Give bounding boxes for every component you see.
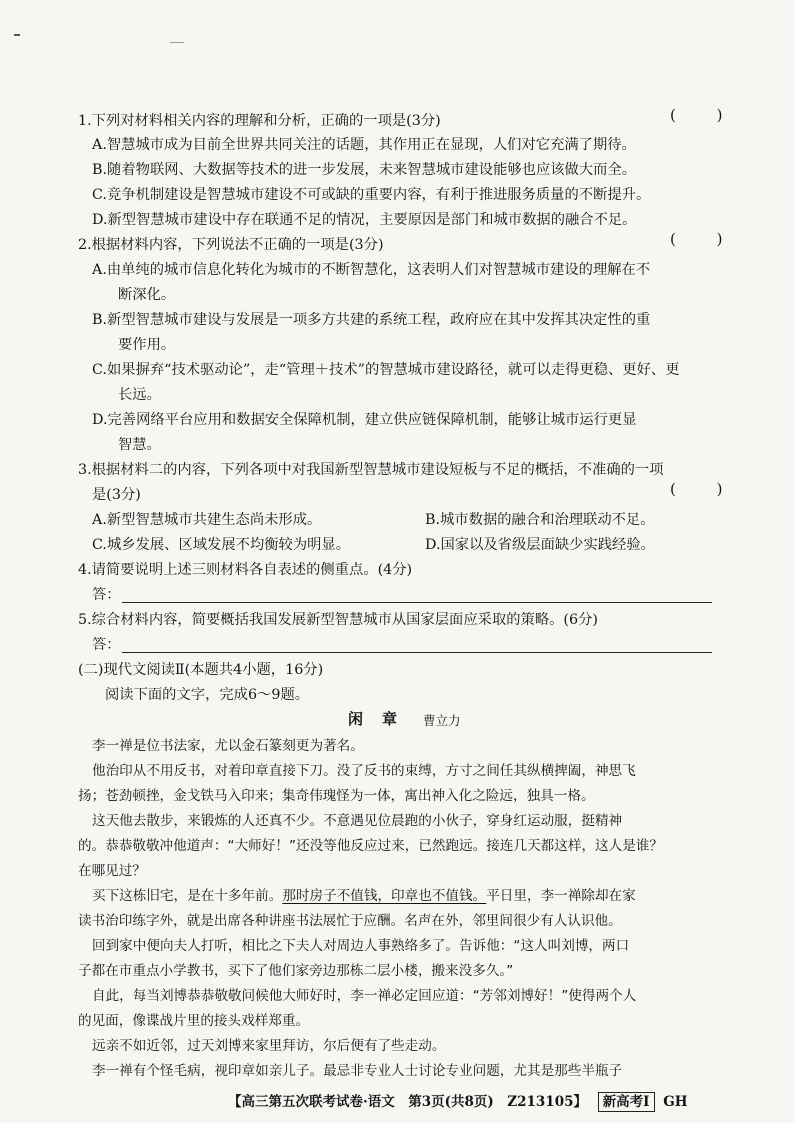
question-1-answer-bracket[interactable]: ( ): [670, 106, 741, 124]
page-footer: [228, 1090, 688, 1112]
question-2-option-d-cont: 智慧。: [118, 437, 161, 453]
scan-mark: [170, 42, 184, 43]
article-line: 的。恭恭敬敬冲他道声：“大师好！”还没等他反应过来，已然跑远。接连几天都这样，这人是谁？: [78, 838, 664, 854]
article-line: [92, 885, 636, 907]
question-1-option-d: D.新型智慧城市建设中存在联通不足的情况，主要原因是部门和城市数据的融合不足。: [92, 212, 637, 228]
article-title: 闲 章: [348, 710, 400, 728]
article-text: 平日里，李一禅除却在家: [486, 888, 636, 904]
article-line: 的见面，像谍战片里的接头戏样郑重。: [78, 1013, 310, 1029]
question-3-option-b: B.城市数据的融合和治理联动不足。: [425, 512, 655, 528]
question-2-option-b: B.新型智慧城市建设与发展是一项多方共建的系统工程，政府应在其中发挥其决定性的重: [92, 312, 651, 328]
question-2-option-c: C.如果摒弃“技术驱动论”，走“管理＋技术”的智慧城市建设路径，就可以走得更稳、更好、更: [92, 362, 680, 378]
footer-exam-info: 【高三第五次联考试卷·语文 第3页(共8页) Z213105】: [228, 1094, 587, 1110]
question-2-option-d: D.完善网络平台应用和数据安全保障机制，建立供应链保障机制，能够让城市运行更显: [92, 412, 637, 428]
question-2-answer-bracket[interactable]: ( ): [670, 230, 741, 248]
question-5-answer-line[interactable]: [122, 652, 712, 653]
question-3-option-c: C.城乡发展、区域发展不均衡较为明显。: [92, 537, 351, 553]
article-line: 回到家中便向夫人打听，相比之下夫人对周边人事熟络多了。告诉他：“这人叫刘博，两口: [92, 938, 630, 954]
question-1-option-b: B.随着物联网、大数据等技术的进一步发展，未来智慧城市建设能够也应该做大而全。: [92, 162, 637, 178]
article-line: 自此，每当刘博恭恭敬敬问候他大师好时，李一禅必定回应道：“芳邻刘博好！”使得两个人: [92, 988, 637, 1004]
question-1-option-c: C.竞争机制建设是智慧城市建设不可或缺的重要内容，有利于推进服务质量的不断提升。: [92, 187, 651, 203]
question-3-option-d: D.国家以及省级层面缺少实践经验。: [425, 537, 655, 553]
question-2-stem: 2.根据材料内容，下列说法不正确的一项是(3分): [78, 237, 384, 253]
question-5-answer-label: 答：: [92, 637, 121, 653]
article-line: 在哪见过？: [78, 863, 146, 879]
question-3-stem-cont: 是(3分): [92, 487, 141, 503]
question-3-option-a: A.新型智慧城市共建生态尚未形成。: [92, 512, 322, 528]
section-heading: (二)现代文阅读Ⅱ(本题共4小题，16分): [78, 662, 324, 678]
section-instruction: 阅读下面的文字，完成6～9题。: [105, 687, 310, 703]
scan-mark: [14, 34, 20, 36]
article-author: 曹立力: [423, 713, 461, 728]
article-line: 这天他去散步，来锻炼的人还真不少。不意遇见位晨跑的小伙子，穿身红运动服，挺精神: [92, 813, 623, 829]
article-line: 他治印从不用反书，对着印章直接下刀。没了反书的束缚，方寸之间任其纵横捭阖，神思飞: [92, 763, 636, 779]
article-line: 远亲不如近邻，过天刘博来家里拜访，尔后便有了些走动。: [92, 1038, 446, 1054]
question-2-option-b-cont: 要作用。: [118, 337, 176, 353]
question-4-answer-label: 答：: [92, 587, 121, 603]
footer-code: GH: [663, 1094, 688, 1110]
article-line: 李一禅是位书法家，尤以金石篆刻更为著名。: [92, 738, 364, 754]
footer-badge: 新高考Ⅰ: [598, 1092, 655, 1112]
article-underlined-text: 那时房子不值钱，印章也不值钱。: [282, 888, 487, 904]
question-1-stem: 1.下列对材料相关内容的理解和分析，正确的一项是(3分): [78, 113, 441, 129]
question-4-answer-line[interactable]: [122, 602, 712, 603]
question-3-answer-bracket[interactable]: ( ): [670, 480, 741, 498]
question-3-stem: 3.根据材料二的内容，下列各项中对我国新型智慧城市建设短板与不足的概括，不准确的一项: [78, 462, 664, 478]
article-text: 买下这栋旧宅，是在十多年前。: [92, 888, 283, 904]
question-5-stem: 5.综合材料内容，简要概括我国发展新型智慧城市从国家层面应采取的策略。(6分): [78, 612, 598, 628]
question-2-option-a: A.由单纯的城市信息化转化为城市的不断智慧化，这表明人们对智慧城市建设的理解在不: [92, 262, 651, 278]
article-line: 扬；苍劲顿挫，金戈铁马入印来；集奇伟瑰怪为一体，寓出神入化之险远，独具一格。: [78, 788, 595, 804]
article-line: 李一禅有个怪毛病，视印章如亲儿子。最忌非专业人士讨论专业问题，尤其是那些半瓶子: [92, 1063, 623, 1079]
question-2-option-a-cont: 断深化。: [118, 287, 176, 303]
question-2-option-c-cont: 长远。: [118, 387, 161, 403]
article-line: 读书治印练字外，就是出席各种讲座书法展忙于应酬。名声在外，邻里间很少有人认识他。: [78, 913, 622, 929]
question-1-option-a: A.智慧城市成为目前全世界共同关注的话题，其作用正在显现，人们对它充满了期待。: [92, 137, 636, 153]
question-4-stem: 4.请简要说明上述三则材料各自表述的侧重点。(4分): [78, 562, 413, 578]
article-line: 子都在市重点小学教书，买下了他们家旁边那栋二层小楼，搬来没多久。”: [78, 963, 514, 979]
